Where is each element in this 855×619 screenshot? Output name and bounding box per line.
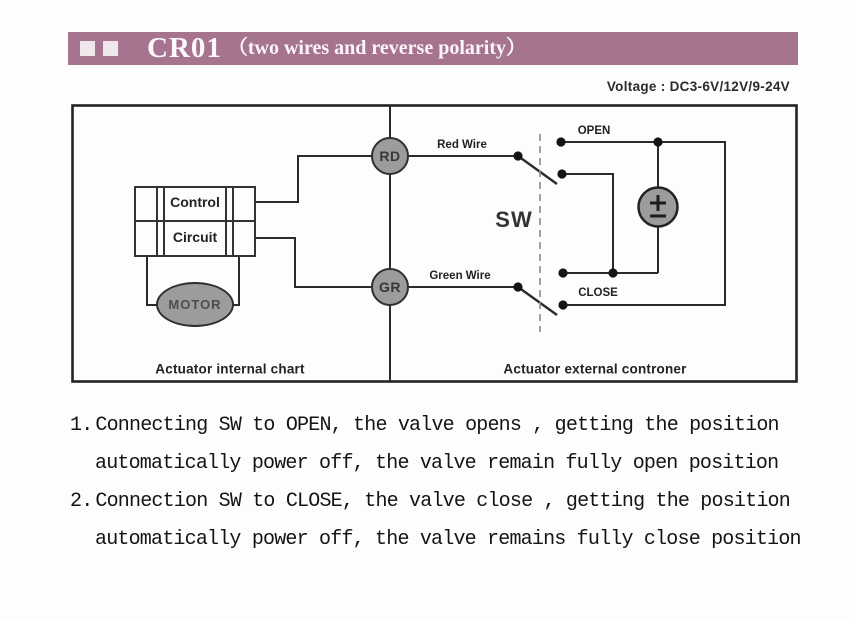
open-contact-label: OPEN [577,125,611,137]
terminal-rd-label: RD [379,148,401,164]
header-square-icon [103,41,118,56]
notes [70,407,830,559]
motor-ellipse [156,282,234,327]
control-circuit-box [134,186,256,257]
wiring-diagram [71,104,798,383]
close-contact-label: CLOSE [578,287,618,299]
header-bar [68,32,798,65]
switch-label: SW [495,207,533,232]
header-square-icon [80,41,95,56]
box-line [136,220,254,222]
page-subtitle: （two wires and reverse polarity） [227,37,526,59]
note-1-line-1 [70,407,830,445]
red-wire-label: Red Wire [437,139,487,151]
note-1-text: Connecting SW to OPEN, the valve opens , getting the position [95,414,779,437]
wire-contact2-down [562,174,613,273]
contact-dots [513,137,662,309]
page-title: CR01 [147,32,222,64]
note-2-line-2: automatically power off, the valve remains fully close position [95,528,801,551]
green-wire-label: Green Wire [429,270,491,282]
control-label: Control [170,194,220,210]
circuit-label: Circuit [172,229,218,245]
switch-blade-top [518,156,557,184]
open-close-loop [561,142,725,305]
external-caption: Actuator external controner [503,361,687,377]
note-1-line-2: automatically power off, the valve remain fully open position [95,452,779,475]
internal-caption: Actuator internal chart [155,361,305,377]
note-2-text: Connection SW to CLOSE, the valve close , getting the position [95,490,790,513]
voltage-label: Voltage : DC3-6V/12V/9-24V [606,79,790,94]
note-2-number: 2. [70,490,93,513]
wire-control-to-rd [256,156,390,202]
note-1-number: 1. [70,414,93,437]
terminal-gr-label: GR [379,279,401,295]
terminal-rd [371,137,409,175]
motor-label: MOTOR [168,297,222,312]
wire-control-to-gr [256,238,390,287]
terminal-gr [371,268,409,306]
note-2-line-1 [70,483,830,521]
switch-blade-bottom [518,287,557,315]
